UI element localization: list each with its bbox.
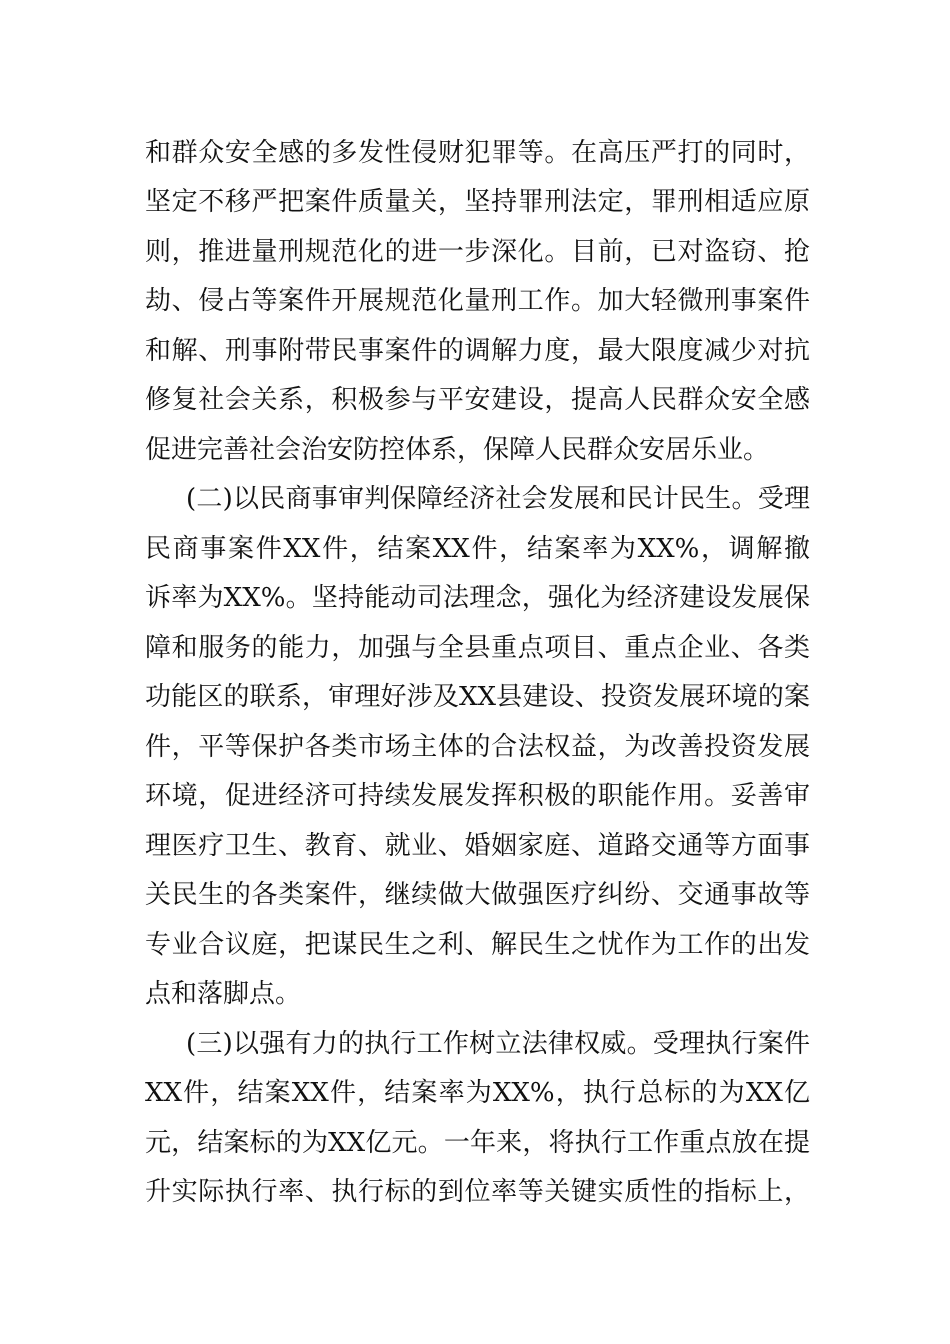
text-line-3: 则，推进量刑规范化的进一步深化。目前，已对盗窃、抢 (145, 237, 810, 267)
paragraph-3-first-line: (三)以强有力的执行工作树立法律权威。受理执行案件 (186, 1029, 810, 1059)
text-line-7: 促进完善社会治安防控体系，保障人民群众安居乐业。 (145, 435, 770, 465)
text-line-12: 功能区的联系，审理好涉及XX县建设、投资发展环境的案 (145, 682, 810, 712)
paragraph-2-first-line: (二)以民商事审判保障经济社会发展和民计民生。受理 (186, 484, 810, 514)
text-line-14: 环境，促进经济可持续发展发挥积极的职能作用。妥善审 (145, 781, 810, 811)
text-line-15: 理医疗卫生、教育、就业、婚姻家庭、道路交通等方面事 (145, 831, 810, 861)
text-line-10: 诉率为XX%。坚持能动司法理念，强化为经济建设发展保 (145, 583, 810, 613)
text-line-18: 点和落脚点。 (145, 979, 302, 1009)
text-line-5: 和解、刑事附带民事案件的调解力度，最大限度减少对抗 (145, 336, 810, 366)
text-line-2: 坚定不移严把案件质量关，坚持罪刑法定，罪刑相适应原 (145, 187, 810, 217)
text-line-1: 和群众安全感的多发性侵财犯罪等。在高压严打的同时， (145, 138, 810, 168)
text-line-9: 民商事案件XX件，结案XX件，结案率为XX%，调解撤 (145, 534, 810, 564)
text-line-22: 升实际执行率、执行标的到位率等关键实质性的指标上， (145, 1177, 810, 1207)
text-line-4: 劫、侵占等案件开展规范化量刑工作。加大轻微刑事案件 (145, 286, 810, 316)
text-line-16: 关民生的各类案件，继续做大做强医疗纠纷、交通事故等 (145, 880, 810, 910)
text-line-20: XX件，结案XX件，结案率为XX%，执行总标的为XX亿 (145, 1078, 810, 1108)
text-line-6: 修复社会关系，积极参与平安建设，提高人民群众安全感 (145, 385, 810, 415)
text-line-11: 障和服务的能力，加强与全县重点项目、重点企业、各类 (145, 633, 810, 663)
text-line-21: 元，结案标的为XX亿元。一年来，将执行工作重点放在提 (145, 1128, 810, 1158)
text-line-17: 专业合议庭，把谋民生之利、解民生之忧作为工作的出发 (145, 930, 810, 960)
text-line-13: 件，平等保护各类市场主体的合法权益，为改善投资发展 (145, 732, 810, 762)
